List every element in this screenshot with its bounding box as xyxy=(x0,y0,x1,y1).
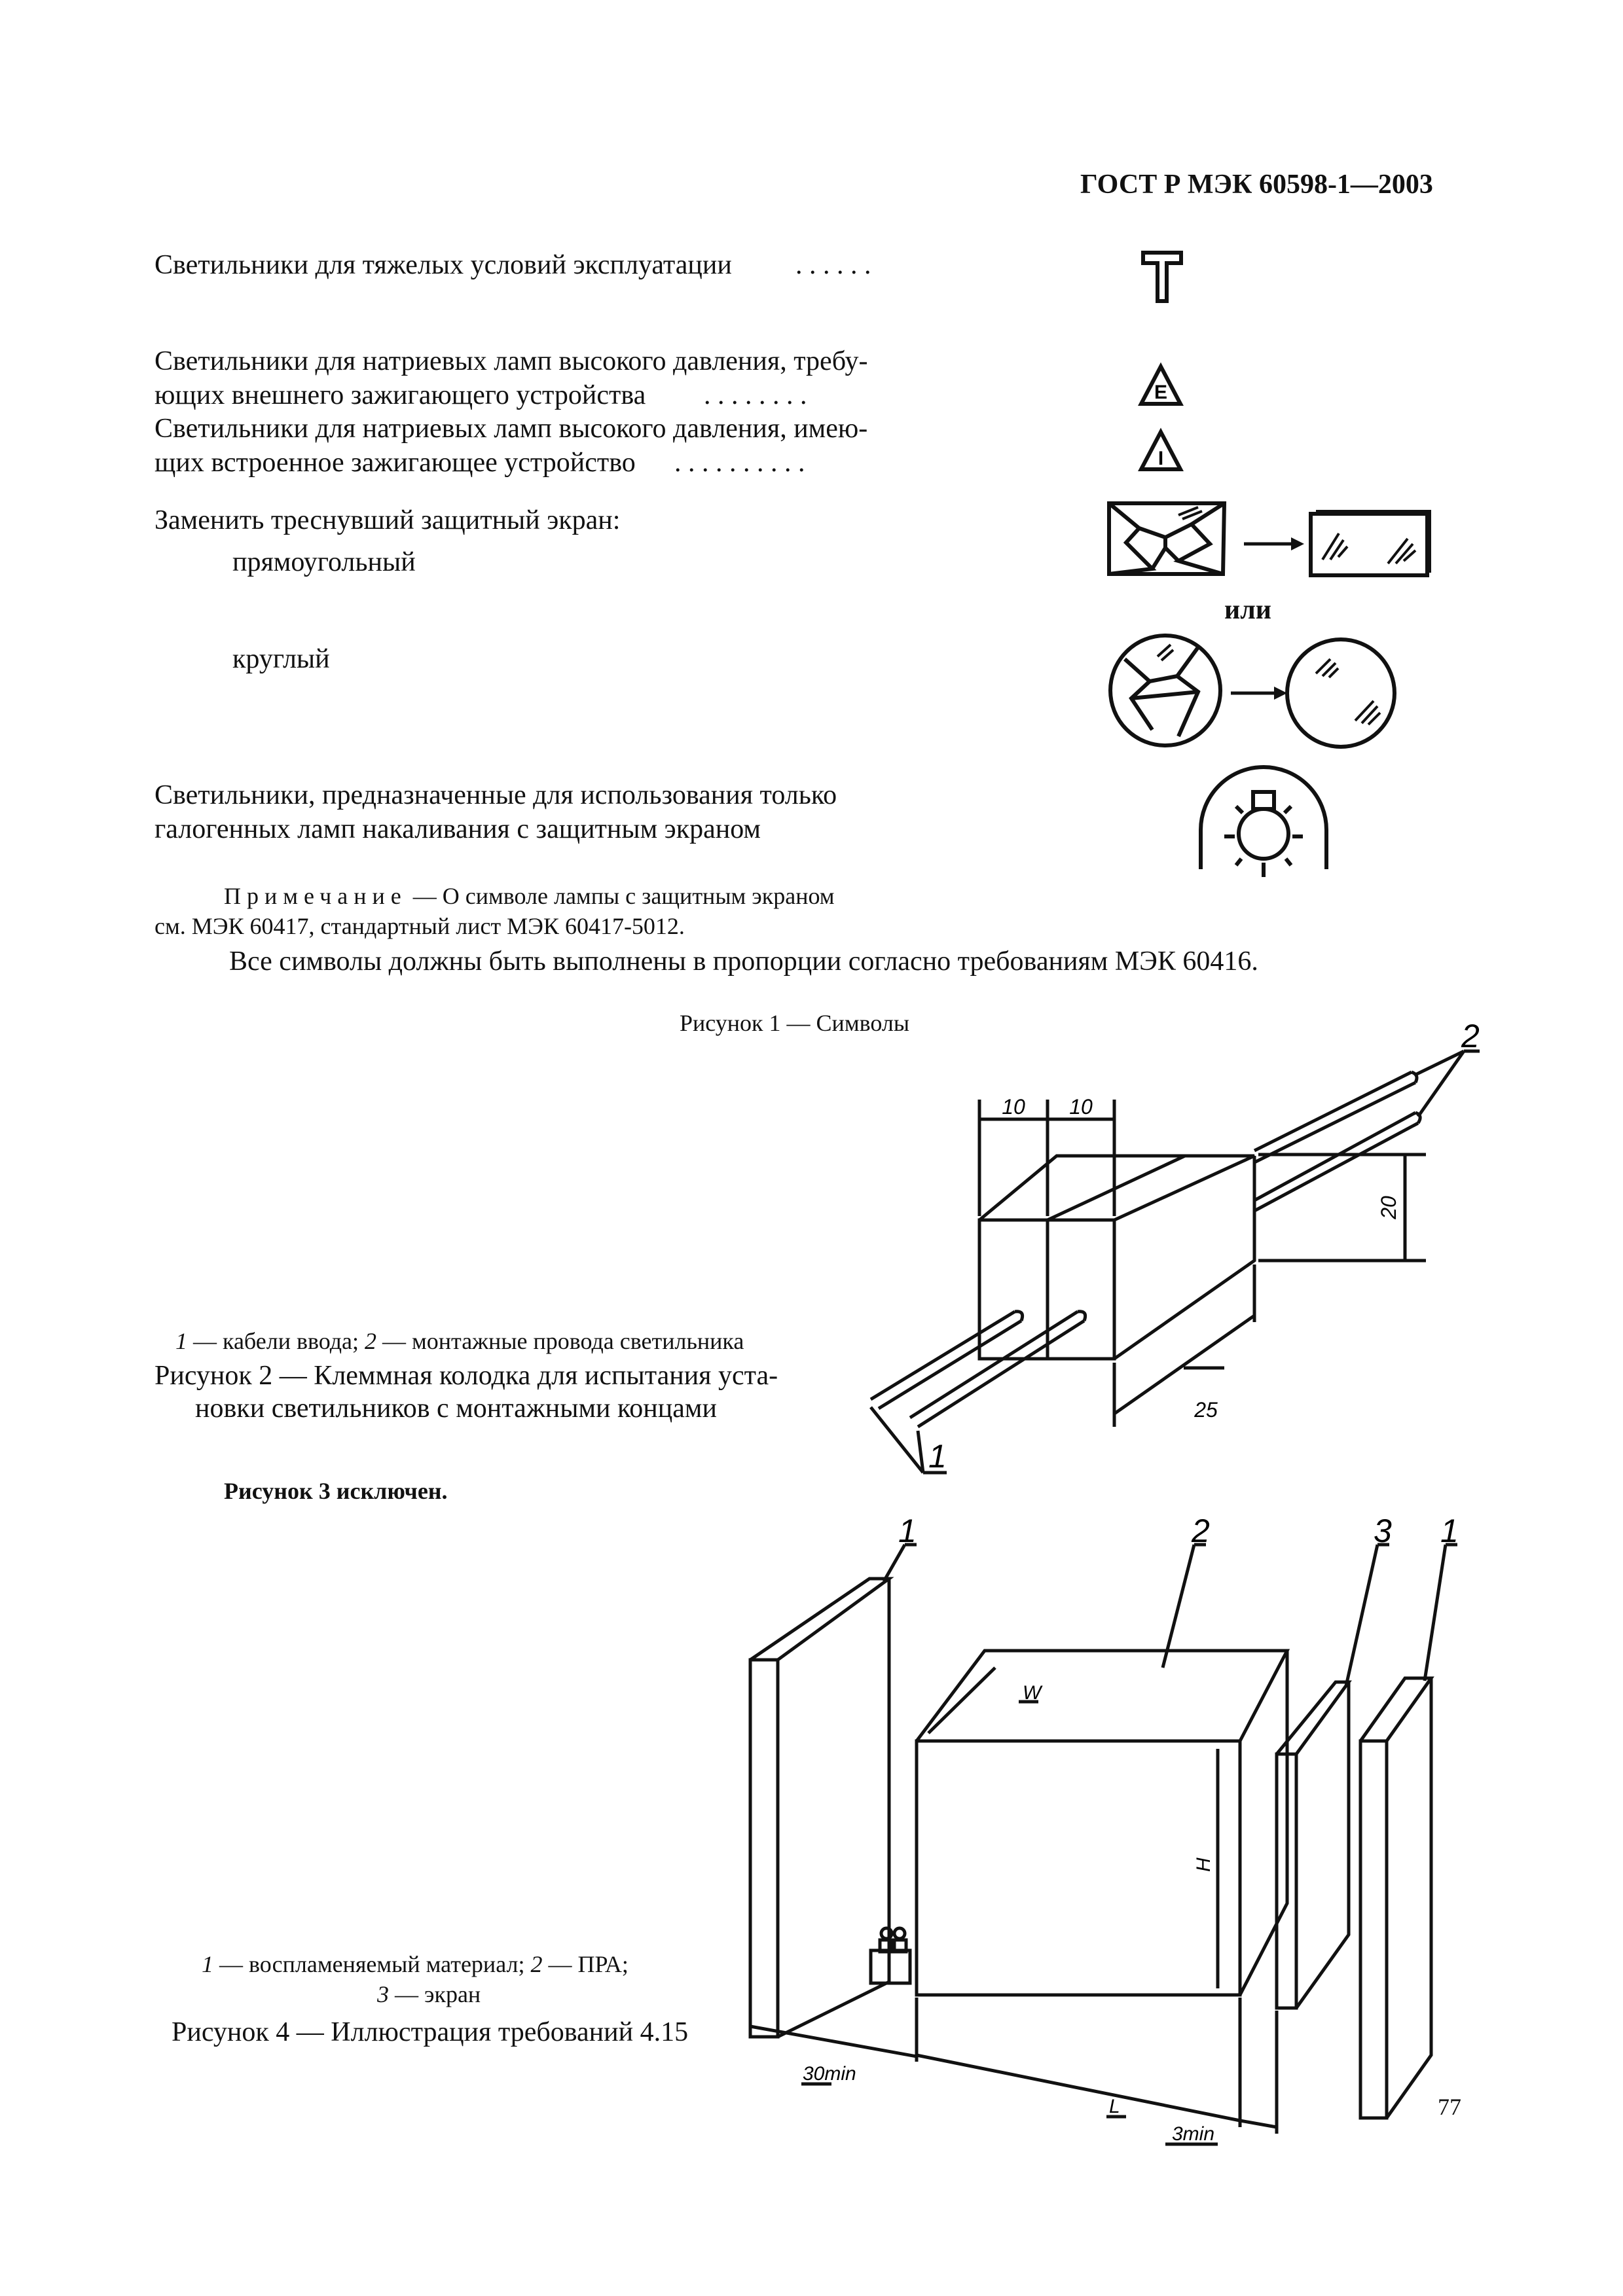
fig4-dim-l: L xyxy=(1109,2096,1120,2117)
fig4-legend-2-text: — ПРА; xyxy=(548,1951,629,1977)
heavy-duty-dots: . . . . . . xyxy=(795,250,871,280)
fig4-dim-h: H xyxy=(1193,1857,1214,1872)
figure1-caption: Рисунок 1 — Символы xyxy=(680,1010,910,1036)
all-symbols-text: Все символы должны быть выполнены в пропорции согласно требованиям МЭК 60416. xyxy=(229,946,1258,977)
replace-round-shield-icon xyxy=(1100,625,1427,756)
figure2-caption-line2: новки светильников с монтажными концами xyxy=(195,1393,717,1424)
note-text1: — О символе лампы с защитным экраном xyxy=(412,883,835,909)
fig4-legend-3-num: 3 xyxy=(377,1981,389,2007)
external-ignitor-icon xyxy=(1138,363,1184,409)
heavy-duty-text: Светильники для тяжелых условий эксплуатации xyxy=(155,250,732,280)
figure3-excluded: Рисунок 3 исключен. xyxy=(224,1478,448,1504)
sodium-ext-line2: ющих внешнего зажигающего устройства xyxy=(155,380,646,410)
symbol-i-text: I xyxy=(1158,448,1164,469)
heavy-duty-icon xyxy=(1139,249,1185,308)
figure4-legend-line1 xyxy=(202,1949,629,1979)
fig4-dim-3min: 3min xyxy=(1172,2123,1215,2145)
figure4-caption: Рисунок 4 — Иллюстрация требований 4.15 xyxy=(172,2017,689,2047)
page-number: 77 xyxy=(1438,2094,1461,2120)
sodium-int-line2: щих встроенное зажигающее устройство xyxy=(155,448,636,478)
fig4-dim-w: W xyxy=(1023,1682,1042,1704)
fig4-legend-3-text: — экран xyxy=(395,1981,481,2007)
sodium-int-line1: Светильники для натриевых ламп высокого давления, имею- xyxy=(155,414,868,444)
rectangular-text: прямоугольный xyxy=(232,547,416,577)
figure4-legend-line2 xyxy=(377,1979,481,2009)
sodium-ext-dots: . . . . . . . . xyxy=(704,380,807,410)
dim-25-label: 25 xyxy=(1194,1398,1218,1422)
halogen-line2: галогенных ламп накаливания с защитным экраном xyxy=(155,814,761,844)
fig2-legend-2-text: — монтажные провода светильника xyxy=(382,1328,744,1354)
figure2-caption-line1: Рисунок 2 — Клеммная колодка для испытания уста- xyxy=(155,1361,778,1391)
round-text: круглый xyxy=(232,644,330,674)
figure2-terminal-block-drawing xyxy=(831,995,1519,1492)
callout-1-label: 1 xyxy=(928,1438,947,1475)
fig4-callout-2: 2 xyxy=(1192,1513,1210,1549)
fig4-callout-1a: 1 xyxy=(898,1513,917,1549)
fig2-legend-2-num: 2 xyxy=(364,1328,376,1354)
internal-ignitor-icon xyxy=(1138,429,1184,475)
fig4-callout-1b: 1 xyxy=(1440,1513,1459,1549)
replace-shield-text: Заменить треснувший защитный экран: xyxy=(155,505,621,535)
callout-2-label: 2 xyxy=(1461,1018,1480,1054)
fig2-legend-1-num: 1 xyxy=(175,1328,187,1354)
symbol-e-text: E xyxy=(1154,382,1168,403)
fig4-legend-1-num: 1 xyxy=(202,1951,213,1977)
dim-10b-label: 10 xyxy=(1069,1095,1093,1119)
note-label: Примечание xyxy=(224,883,407,909)
halogen-shield-lamp-icon xyxy=(1192,764,1336,895)
figure2-legend xyxy=(175,1326,744,1356)
fig2-legend-1-text: — кабели ввода; xyxy=(193,1328,359,1354)
fig4-dim-30min: 30min xyxy=(803,2063,856,2085)
dim-20-label: 20 xyxy=(1377,1196,1400,1219)
fig4-legend-1-text: — воспламеняемый материал; xyxy=(219,1951,525,1977)
or-text: или xyxy=(1224,595,1271,625)
sodium-int-dots: . . . . . . . . . . xyxy=(674,448,805,478)
note-line1 xyxy=(224,881,835,911)
note-line2: см. МЭК 60417, стандартный лист МЭК 60417-5012. xyxy=(155,913,685,939)
standard-header: ГОСТ Р МЭК 60598-1—2003 xyxy=(1080,170,1433,200)
halogen-line1: Светильники, предназначенные для использования только xyxy=(155,780,837,810)
replace-rectangular-shield-icon xyxy=(1100,488,1467,586)
fig4-callout-3: 3 xyxy=(1374,1513,1392,1549)
sodium-ext-line1: Светильники для натриевых ламп высокого давления, требу- xyxy=(155,346,868,376)
fig4-legend-2-num: 2 xyxy=(530,1951,543,1977)
dim-10a-label: 10 xyxy=(1002,1095,1025,1119)
